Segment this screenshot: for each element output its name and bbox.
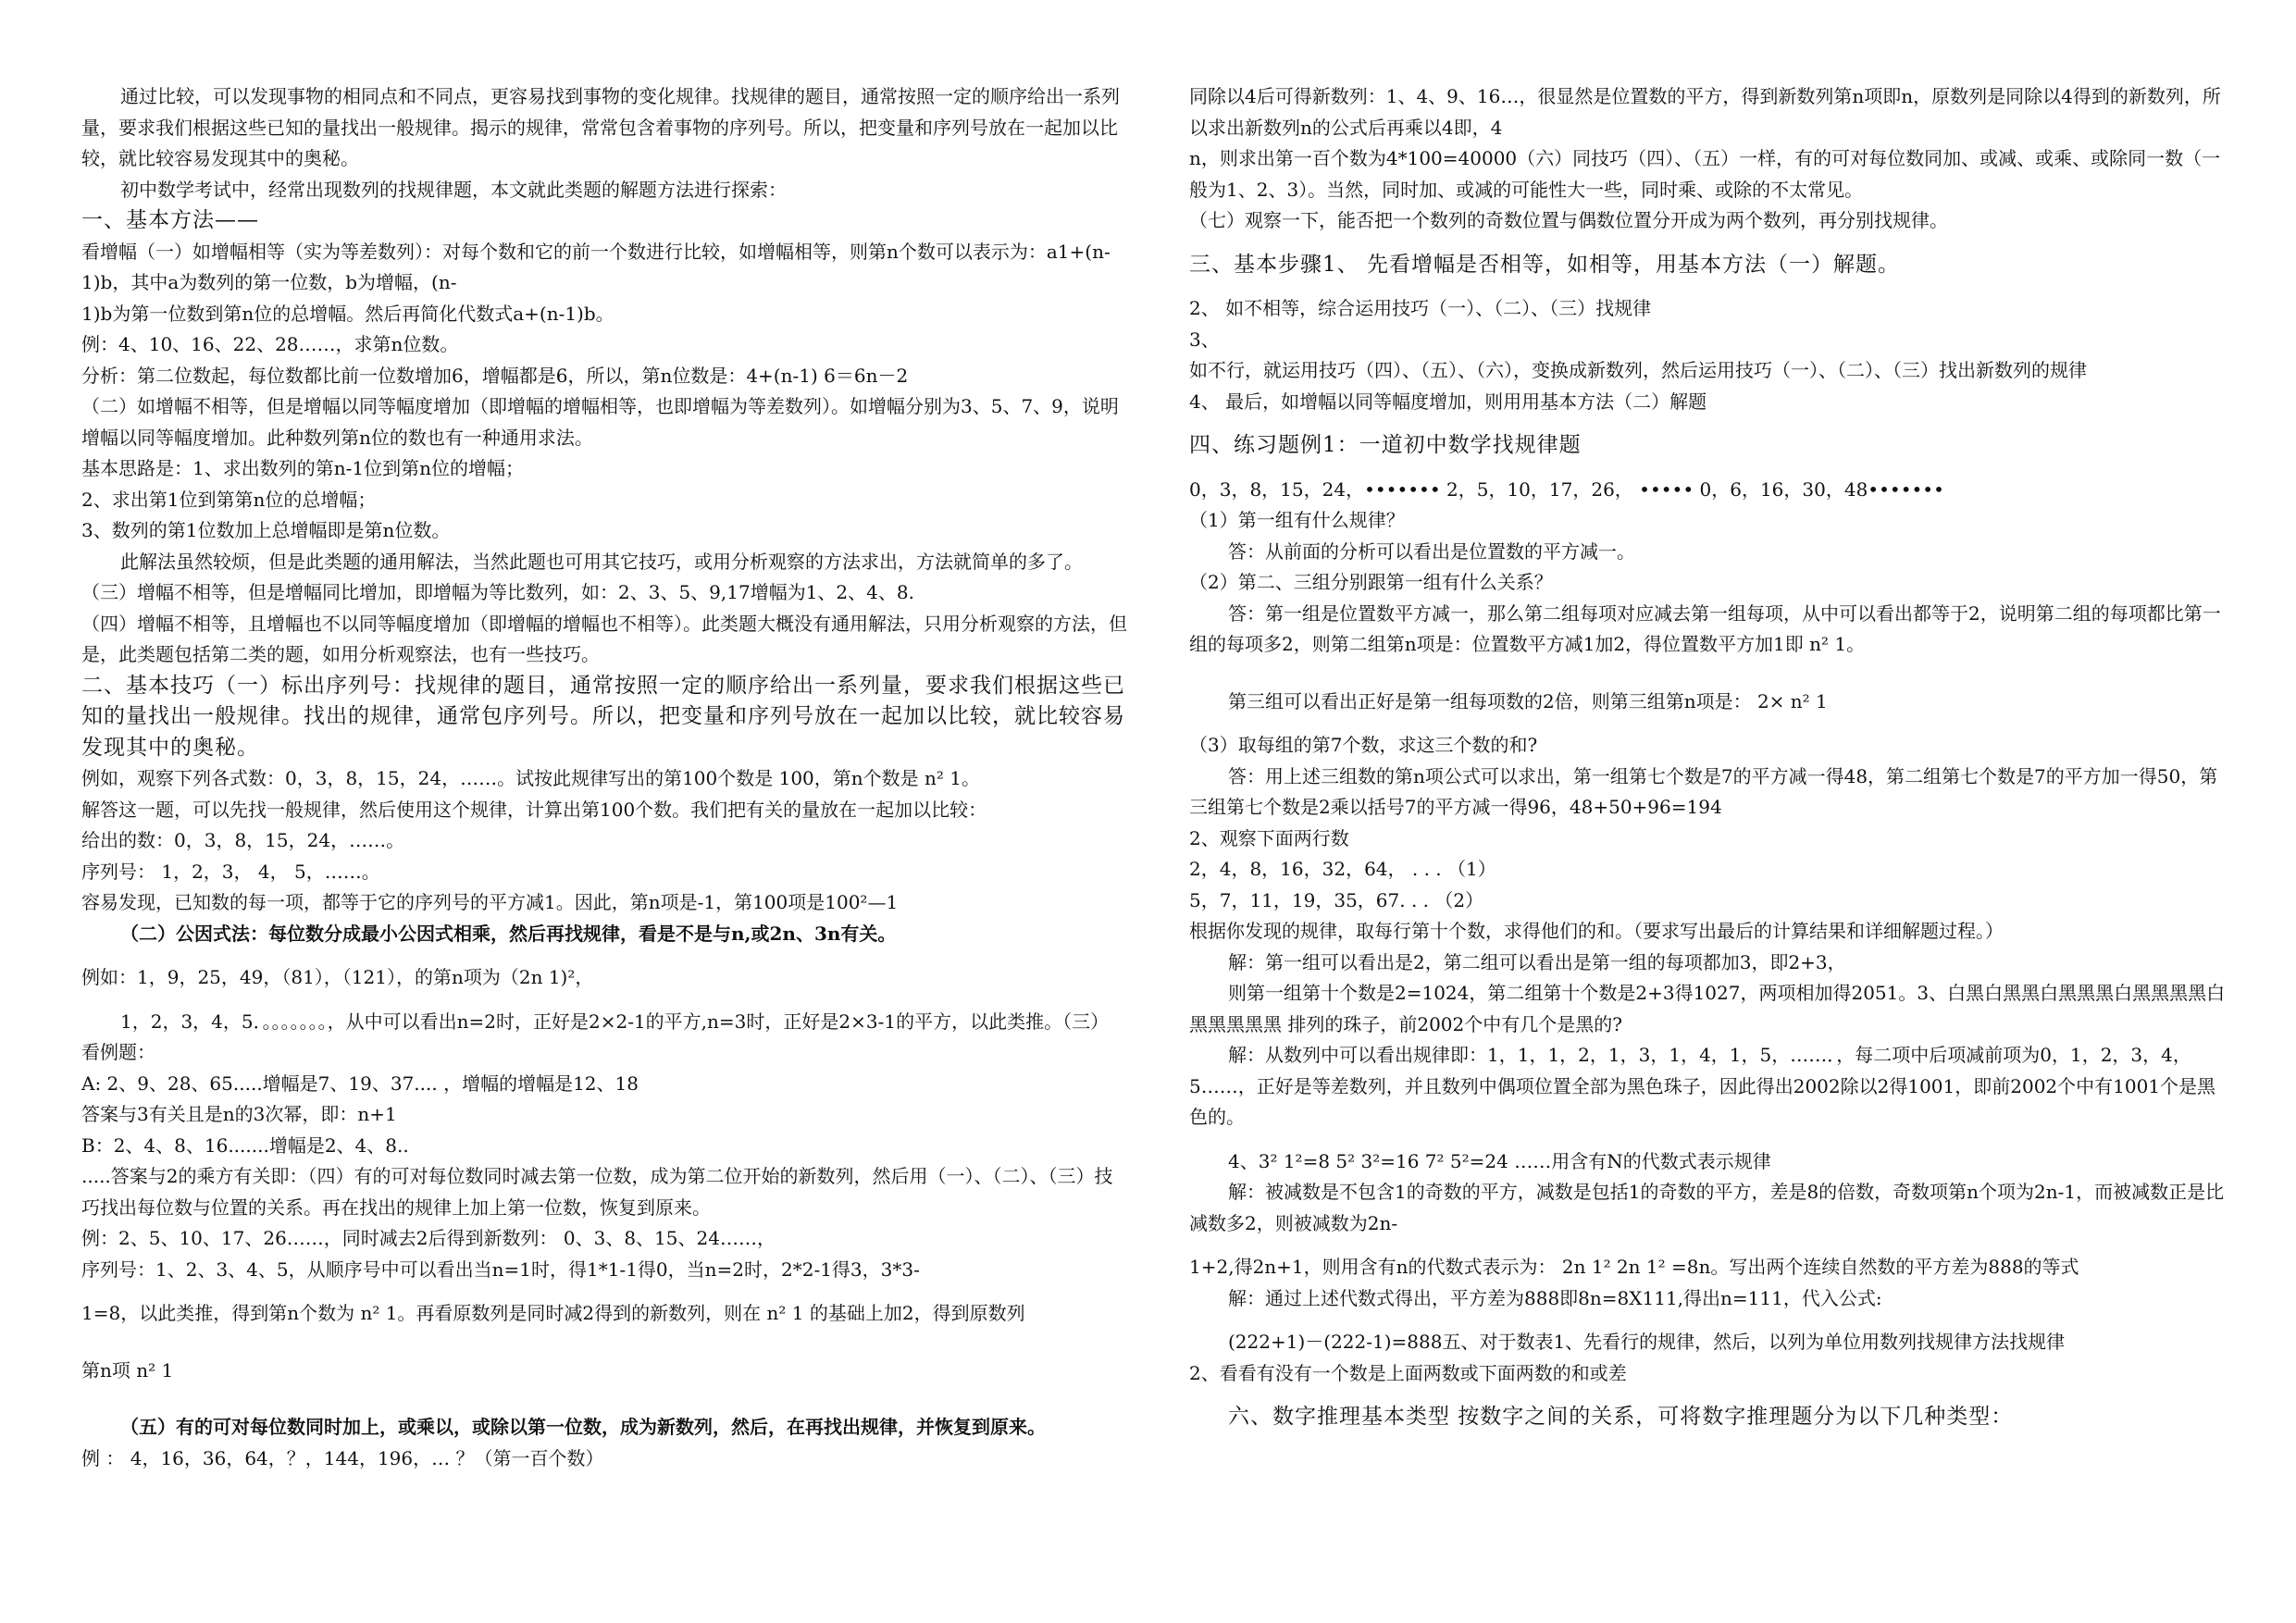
- paragraph: 2，4，8，16，32，64， . . . （1）: [1189, 858, 1496, 880]
- paragraph: 解：第一组可以看出是2，第二组可以看出是第一组的每项都加3，即2+3，: [1228, 950, 1846, 973]
- paragraph: （二）如增幅不相等，但是增幅以同等幅度增加（即增幅的增幅相等，也即增幅为等差数列）。如增幅分别为3、5、7、9，说明增幅以同等幅度增加。此种数列第n位的数也有一种通用求法。: [81, 395, 1119, 449]
- paragraph: 4、3² 1²=8 5² 3²=16 7² 5²=24 ……用含有N的代数式表示规律: [1228, 1149, 1771, 1172]
- paragraph: 答案与3有关且是n的3次幂，即：n+1: [81, 1103, 397, 1125]
- paragraph: 例如：1，9，25，49，（81），（121），的第n项为（2n 1)²，: [81, 966, 594, 988]
- section-heading: 六、数字推理基本类型 按数字之间的关系，可将数字推理题分为以下几种类型：: [1228, 1405, 2014, 1429]
- paragraph: 解：通过上述代数式得出，平方差为888即8n=8X111,得出n=111，代入公式:: [1228, 1286, 1882, 1309]
- paragraph: 序列号： 1，2，3， 4， 5，……。: [81, 860, 380, 883]
- section-heading: 四、练习题例1：一道初中数学找规律题: [1189, 433, 1582, 457]
- paragraph: 2、看看有没有一个数是上面两数或下面两数的和或差: [1189, 1361, 1627, 1384]
- paragraph: 2、求出第1位到第第n位的总增幅；: [81, 488, 377, 511]
- paragraph: 第n项 n² 1: [81, 1358, 174, 1381]
- paragraph: （七）观察一下，能否把一个数列的奇数位置与偶数位置分开成为两个数列，再分别找规律。: [1189, 209, 1948, 231]
- paragraph: 1，2，3，4，5．。。。。。。。，从中可以看出n=2时，正好是2×2-1的平方,n=3时，正好是2×3-1的平方，以此类推。（三）看例题：: [81, 1010, 1110, 1063]
- paragraph: 1)b为第一位数到第n位的总增幅。然后再简化代数式a+(n-1)b。: [81, 302, 614, 325]
- paragraph: 分析：第二位数起，每位数都比前一位数增加6，增幅都是6，所以，第n位数是：4+(n-1) 6＝6n－2: [81, 364, 909, 387]
- paragraph: 初中数学考试中，经常出现数列的找规律题，本文就此类题的解题方法进行探索：: [120, 178, 787, 201]
- paragraph: A: 2、9、28、65.....增幅是7、19、37.... ，增幅的增幅是12、18: [81, 1072, 639, 1095]
- paragraph: 根据你发现的规律，取每行第十个数，求得他们的和。（要求写出最后的计算结果和详细解题过程。）: [1189, 920, 2004, 942]
- paragraph: （3）取每组的第7个数，求这三个数的和?: [1189, 734, 1538, 756]
- paragraph: 看增幅（一）如增幅相等（实为等差数列）：对每个数和它的前一个数进行比较，如增幅相等，则第n个数可以表示为：a1+(n-1)b，其中a为数列的第一位数，b为增幅，(n-: [81, 240, 1111, 293]
- paragraph: 解：被减数是不包含1的奇数的平方，减数是包括1的奇数的平方，差是8的倍数，奇数项第n个项为2n-1，而被减数正是比减数多2，则被减数为2n-: [1189, 1181, 2225, 1234]
- paragraph: 3、: [1189, 328, 1220, 351]
- paragraph: 答：第一组是位置数平方减一，那么第二组每项对应减去第一组每项，从中可以看出都等于2，说明第二组的每项都比第一组的每项多2，则第二组第n项是：位置数平方减1加2，得位置数平方加1即 n² 1。: [1189, 601, 2221, 655]
- paragraph: 0，3，8，15，24，••••••• 2，5，10，17，26， ••••• 0，6，16，30，48•••••••: [1189, 477, 1944, 501]
- paragraph: （四）增幅不相等，且增幅也不以同等幅度增加（即增幅的增幅也不相等）。此类题大概没有通用解法，只用分析观察的方法，但是，此类题包括第二类的题，如用分析观察法，也有一些技巧。: [81, 612, 1127, 665]
- paragraph: 通过比较，可以发现事物的相同点和不同点，更容易找到事物的变化规律。找规律的题目，通常按照一定的顺序给出一系列量，要求我们根据这些已知的量找出一般规律。揭示的规律，常常包含着事物的序列号。所以，把变量和序列号放在一起加以比较，就比较容易发现其中的奥秘。: [81, 85, 1120, 169]
- paragraph: 例如，观察下列各式数：0，3，8，15，24，……。试按此规律写出的第100个数是 100，第n个数是 n² 1。: [81, 767, 980, 789]
- section-heading: 二、基本技巧（一）标出序列号：找规律的题目，通常按照一定的顺序给出一系列量，要求我们根据这些已知的量找出一般规律。找出的规律，通常包序列号。所以，把变量和序列号放在一起加以比较，就比较容易发现其中的奥秘。: [81, 673, 1125, 760]
- paragraph: （2）第二、三组分别跟第一组有什么关系？: [1189, 571, 1553, 593]
- paragraph: 序列号：1、2、3、4、5，从顺序号中可以看出当n=1时，得1*1-1得0，当n=2时，2*2-1得3，3*3-: [81, 1258, 920, 1281]
- paragraph: 解：从数列中可以看出规律即：1，1，1，2，1，3，1，4，1，5，……．，每二项中后项减前项为0，1，2，3，4，5……，正好是等差数列，并且数列中偶项位置全部为黑色珠子，因此得出2002除以2得1001，即前2002个中有1001个是黑色的。: [1189, 1044, 2216, 1128]
- section-heading: 三、基本步骤1、 先看增幅是否相等，如相等，用基本方法（一）解题。: [1189, 252, 1900, 277]
- paragraph: （二）公因式法：每位数分成最小公因式相乘，然后再找规律，看是不是与n,或2n、3n有关。: [120, 922, 897, 945]
- paragraph: 基本思路是：1、求出数列的第n-1位到第n位的增幅；: [81, 457, 524, 479]
- paragraph: n，则求出第一百个数为4*100=40000（六）同技巧（四）、（五）一样，有的可对每位数同加、或减、或乘、或除同一数（一般为1、2、3）。当然，同时加、或减的可能性大一些，同时乘、或除的不太常见。: [1189, 147, 2221, 201]
- paragraph: (222+1)－(222-1)=888五、对于数表1、先看行的规律，然后，以列为单位用数列找规律方法找规律: [1228, 1331, 2066, 1353]
- paragraph: （1）第一组有什么规律？: [1189, 509, 1405, 531]
- paragraph: （三）增幅不相等，但是增幅同比增加，即增幅为等比数列，如：2、3、5、9,17增幅为1、2、4、8.: [81, 581, 914, 603]
- paragraph: 例 ： 4，16，36，64，？，144，196，… ？（第一百个数）: [81, 1446, 604, 1469]
- paragraph: 答：从前面的分析可以看出是位置数的平方减一。: [1228, 539, 1635, 563]
- left-column: [81, 81, 1127, 1474]
- paragraph: 2、观察下面两行数: [1189, 826, 1349, 849]
- paragraph: 则第一组第十个数是2=1024，第二组第十个数是2+3得1027，两项相加得2051。3、白黑白黑黑白黑黑黑白黑黑黑黑白黑黑黑黑黑 排列的珠子，前2002个中有几个是黑的?: [1189, 982, 2226, 1035]
- paragraph: 同除以4后可得新数列：1、4、9、16…，很显然是位置数的平方，得到新数列第n项即n，原数列是同除以4得到的新数列，所以求出新数列n的公式后再乘以4即，4: [1189, 85, 2221, 139]
- paragraph: 此解法虽然较烦，但是此类题的通用解法，当然此题也可用其它技巧，或用分析观察的方法求出，方法就简单的多了。: [120, 550, 1083, 573]
- paragraph: 3、数列的第1位数加上总增幅即是第n位数。: [81, 519, 451, 541]
- paragraph: 4、 最后，如增幅以同等幅度增加，则用用基本方法（二）解题: [1189, 390, 1707, 413]
- paragraph: 第三组可以看出正好是第一组每项数的2倍，则第三组第n项是： 2× n² 1: [1228, 689, 1828, 712]
- paragraph: .....答案与2的乘方有关即：（四）有的可对每位数同时减去第一位数，成为第二位开始的新数列，然后用（一）、（二）、（三）技巧找出每位数与位置的关系。再在找出的规律上加上第一位数，恢复到原来。: [81, 1165, 1113, 1219]
- paragraph: B：2、4、8、16.......增幅是2、4、8..: [81, 1134, 409, 1157]
- section-heading: 一、基本方法——: [81, 208, 259, 232]
- paragraph: 容易发现，已知数的每一项，都等于它的序列号的平方减1。因此，第n项是-1，第100项是100²—1: [81, 891, 899, 913]
- paragraph: 5，7，11，19，35，67. . . （2）: [1189, 888, 1484, 911]
- right-column: [1189, 81, 2226, 1433]
- paragraph: 如不行，就运用技巧（四）、（五）、（六），变换成新数列，然后运用技巧（一）、（二）、（三）找出新数列的规律: [1189, 359, 2087, 381]
- paragraph: 例：2、5、10、17、26……，同时减去2后得到新数列： 0、3、8、15、24……，: [81, 1227, 776, 1249]
- paragraph: 给出的数：0，3，8，15，24，……。: [81, 829, 405, 851]
- paragraph: 2、 如不相等，综合运用技巧（一）、（二）、（三）找规律: [1189, 297, 1652, 319]
- paragraph: 解答这一题，可以先找一般规律，然后使用这个规律，计算出第100个数。我们把有关的量放在一起加以比较：: [81, 798, 987, 821]
- paragraph: 1=8，以此类推，得到第n个数为 n² 1。再看原数列是同时减2得到的新数列，则在 n² 1 的基础上加2，得到原数列: [81, 1302, 1025, 1324]
- paragraph: 例：4、10、16、22、28……，求第n位数。: [81, 333, 459, 355]
- paragraph: 答：用上述三组数的第n项公式可以求出，第一组第七个数是7的平方减一得48，第二组第七个数是7的平方加一得50，第三组第七个数是2乘以括号7的平方减一得96，48+50+96=194: [1189, 764, 2218, 818]
- paragraph: 1+2,得2n+1，则用含有n的代数式表示为： 2n 1² 2n 1² =8n。写出两个连续自然数的平方差为888的等式: [1189, 1256, 2079, 1278]
- paragraph: （五）有的可对每位数同时加上，或乘以，或除以第一位数，成为新数列，然后，在再找出规律，并恢复到原来。: [120, 1416, 1046, 1438]
